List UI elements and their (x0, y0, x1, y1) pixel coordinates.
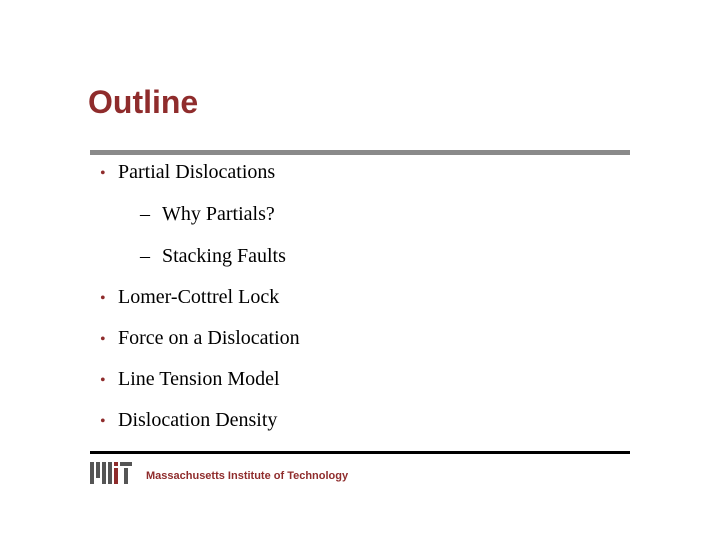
bullet-marker: • (100, 331, 106, 348)
bullet-marker: • (100, 372, 106, 389)
mit-logo (90, 462, 132, 484)
sub-bullet-marker: – (140, 245, 150, 267)
footer-divider (90, 451, 630, 454)
bullet-item (100, 409, 277, 432)
bullet-marker: • (100, 290, 106, 307)
bullet-item (100, 368, 280, 391)
bullet-label: Stacking Faults (162, 245, 286, 267)
sub-bullet-item (140, 245, 286, 268)
title-divider (90, 150, 630, 155)
bullet-label: Why Partials? (162, 203, 275, 225)
slide-title: Outline (88, 84, 199, 120)
bullet-label: Force on a Dislocation (118, 327, 300, 349)
sub-bullet-item (140, 203, 275, 226)
bullet-label: Partial Dislocations (118, 161, 276, 183)
bullet-item (100, 161, 275, 184)
bullet-item (100, 327, 300, 350)
sub-bullet-marker: – (140, 203, 150, 225)
bullet-item (100, 286, 279, 309)
bullet-marker: • (100, 165, 106, 182)
bullet-label: Dislocation Density (118, 409, 278, 431)
bullet-label: Line Tension Model (118, 368, 280, 390)
institution-name: Massachusetts Institute of Technology (146, 470, 349, 482)
bullet-marker: • (100, 413, 106, 430)
bullet-label: Lomer-Cottrel Lock (118, 286, 280, 308)
